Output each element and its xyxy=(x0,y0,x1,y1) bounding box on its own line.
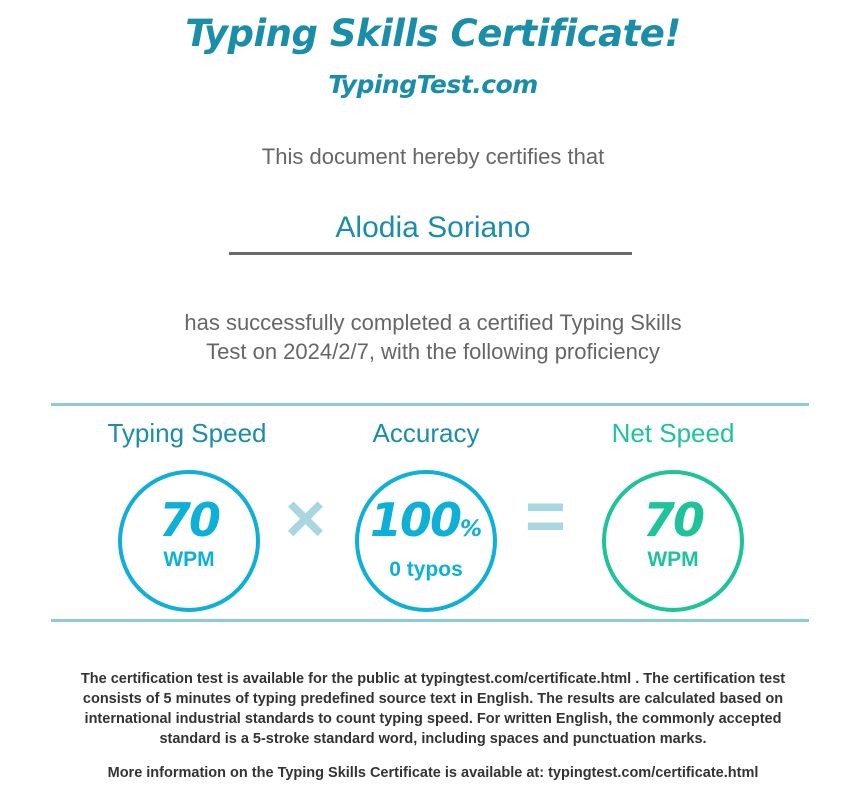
accuracy-value-wrap xyxy=(359,494,493,556)
footer-line: The certification test is available for the public at typingtest.com/certificate.html . The certification test xyxy=(80,671,786,687)
footer-line: standard is a 5-stroke standard word, including spaces and punctuation marks. xyxy=(159,731,707,747)
typing-speed-label: Typing Speed xyxy=(107,418,267,448)
recipient-name: Alodia Soriano xyxy=(335,211,531,244)
net-speed-unit: WPM xyxy=(647,548,699,571)
name-underline xyxy=(229,252,632,255)
site-name: TypingTest.com xyxy=(328,70,538,99)
more-info: More information on the Typing Skills Certificate is available at: typingtest.com/certificate.html xyxy=(107,765,759,781)
description-line: Test on 2024/2/7, with the following proficiency xyxy=(206,339,660,364)
typing-speed-value: 70 xyxy=(158,493,219,547)
net-speed-circle xyxy=(602,470,744,612)
net-speed-value: 70 xyxy=(642,493,703,547)
accuracy-percent: % xyxy=(459,517,483,542)
net-speed-label: Net Speed xyxy=(611,418,735,448)
certificate-title: Typing Skills Certificate! xyxy=(185,12,681,55)
typing-speed-circle xyxy=(118,470,260,612)
accuracy-typos: 0 typos xyxy=(389,558,463,581)
footer-line: international industrial standards to count typing speed. For written English, the commonly accepted xyxy=(84,711,782,727)
top-divider xyxy=(51,403,809,406)
equals-icon: = xyxy=(525,477,566,555)
accuracy-label: Accuracy xyxy=(372,418,480,448)
intro-text: This document hereby certifies that xyxy=(261,144,605,169)
footer-text xyxy=(0,669,866,749)
typing-speed-unit: WPM xyxy=(163,548,215,571)
description-line: has successfully completed a certified Typing Skills xyxy=(184,310,682,335)
multiply-icon: × xyxy=(285,479,326,557)
footer-line: consists of 5 minutes of typing predefined source text in English. The results are calculated based on xyxy=(82,691,784,707)
description xyxy=(0,308,866,366)
accuracy-value: 100 xyxy=(369,493,460,547)
bottom-divider xyxy=(51,619,809,622)
accuracy-circle xyxy=(355,470,497,612)
